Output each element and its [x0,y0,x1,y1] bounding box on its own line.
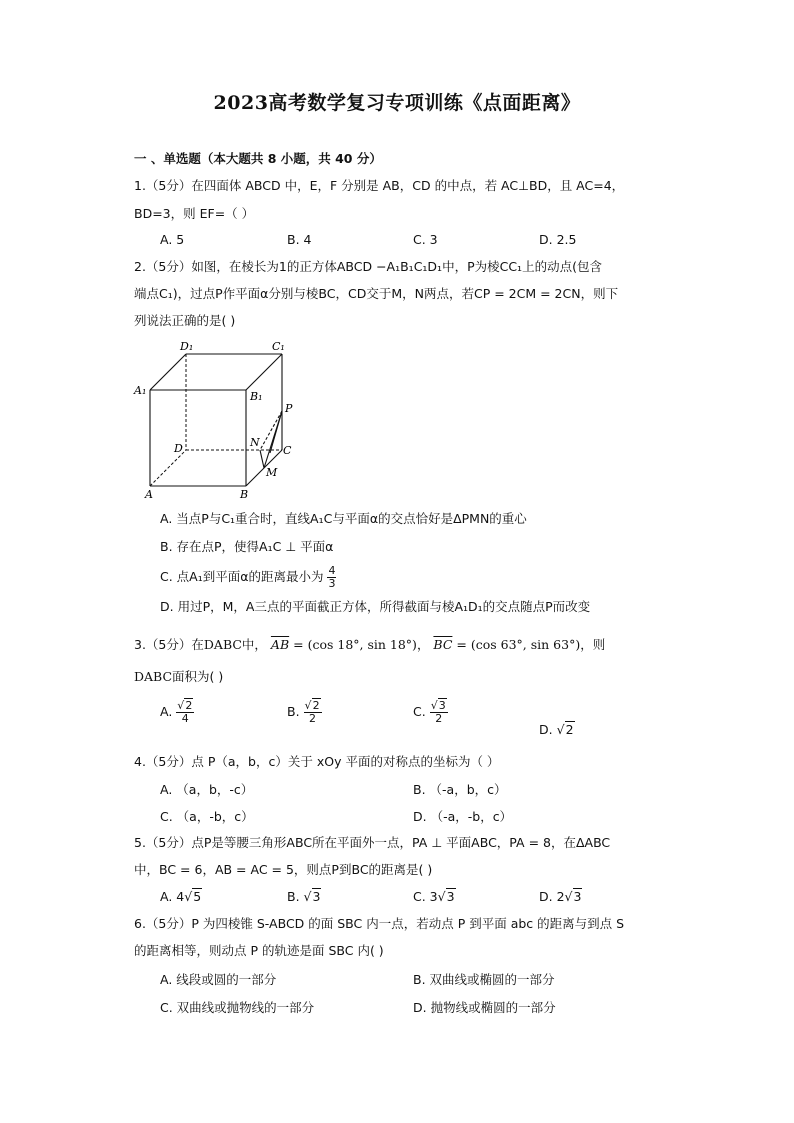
q3-line2-text: 面积为( ) [172,669,224,684]
q3-option-b [287,700,322,725]
radicand: 2 [312,699,320,712]
q2-stem-line1: 2.（5分）如图，在棱长为1的正方体ABCD −A₁B₁C₁D₁中，P为棱CC₁上的动点(包含 [134,259,602,274]
q6-option-d: D. 抛物线或椭圆的一部分 [413,1000,556,1015]
page-title: 2023高考数学复习专项训练《点面距离》 [213,92,581,114]
q3-triangle: DABC [203,637,242,652]
fraction [304,700,322,725]
vector-ab: $\overline{AB}$ [270,637,290,652]
figure-label-d: D [174,442,183,455]
q3-option-d [539,722,575,737]
fraction [430,700,448,725]
q4-stem: 4.（5分）点 P（a，b，c）关于 xOy 平面的对称点的坐标为（ ） [134,754,500,769]
vector-ab-value: = (cos 18°, sin 18°) [293,637,417,652]
sqrt-icon: √ [564,889,573,904]
fraction-numerator: 4 [328,564,336,577]
fraction-denominator: 2 [309,712,317,725]
option-label: D. 2 [539,889,565,904]
option-label: A. 4 [160,889,185,904]
cube-figure [130,338,300,503]
q5-option-a [160,889,202,904]
option-label: C. [413,704,426,719]
q2-stem-line3: 列说法正确的是( ) [134,313,236,328]
q1-stem-line2: BD=3，则 EF=（ ） [134,206,255,221]
sqrt-icon: √ [177,699,185,712]
q6-stem-line1: 6.（5分）P 为四棱锥 S-ABCD 的面 SBC 内一点，若动点 P 到平面 abc 的距离与到点 S [134,916,625,931]
option-label: D. [539,722,553,737]
sqrt-icon: √ [184,889,193,904]
figure-label-m: M [266,466,278,479]
q2-option-d: D. 用过P，M，A三点的平面截正方体，所得截面与棱A₁D₁的交点随点P而改变 [160,599,591,614]
q4-option-c: C. （a，-b，c） [160,809,254,824]
q3-stem-line2 [134,668,223,686]
q2-option-b: B. 存在点P，使得A₁C ⊥ 平面α [160,539,334,554]
sqrt-icon: √ [304,699,312,712]
option-label: B. [287,889,304,904]
q6-option-b: B. 双曲线或椭圆的一部分 [413,972,555,987]
q6-option-a: A. 线段或圆的一部分 [160,972,277,987]
q4-option-b: B. （-a，b，c） [413,782,507,797]
q2-stem-line2: 端点C₁)，过点P作平面α分别与棱BC，CD交于M，N两点，若CP = 2CM = 2CN，则下 [134,286,619,301]
sqrt-icon: √ [303,889,312,904]
q5-option-b [287,889,321,904]
radicand: 3 [438,699,446,712]
radicand: 2 [185,699,193,712]
fraction-denominator: 3 [328,577,336,590]
figure-label-p: P [285,402,293,415]
q6-option-c: C. 双曲线或抛物线的一部分 [160,1000,315,1015]
q6-stem-line2: 的距离相等，则动点 P 的轨迹是面 SBC 内( ) [134,943,384,958]
section-heading: 一 、单选题（本大题共 8 小题，共 40 分） [134,151,382,166]
q3-mid: 中， [241,637,267,652]
radicand: 3 [573,889,582,904]
radicand: 3 [446,889,455,904]
vector-bc-value: = (cos 63°, sin 63°) [456,637,581,652]
figure-label-c1: C₁ [272,340,285,353]
q3-option-a [160,700,194,725]
q5-option-c [413,889,456,904]
fraction [176,700,194,725]
fraction-denominator: 2 [435,712,443,725]
figure-label-c: C [283,444,292,457]
q3-prefix: 3.（5分）在 [134,637,204,652]
fraction [327,565,336,590]
q1-option-b: B. 4 [287,232,312,247]
figure-label-d1: D₁ [180,340,194,353]
q3-post: ，则 [580,637,606,652]
fraction-denominator: 4 [181,712,189,725]
q5-stem-line1: 5.（5分）点P是等腰三角形ABC所在平面外一点，PA ⊥ 平面ABC，PA = 8，在ΔABC [134,835,611,850]
radicand: 5 [193,889,202,904]
radicand: 2 [565,722,574,737]
vector-bc: $\overline{BC}$ [433,637,453,652]
q2-option-c [160,565,336,590]
option-label: C. 3 [413,889,438,904]
sqrt-icon: √ [437,889,446,904]
option-label: B. [287,704,300,719]
q2-option-a: A. 当点P与C₁重合时，直线A₁C与平面α的交点恰好是ΔPMN的重心 [160,511,527,526]
figure-label-b1: B₁ [250,390,263,403]
q5-stem-line2: 中，BC = 6，AB = AC = 5，则点P到BC的距离是( ) [134,862,433,877]
q3-triangle-2: DABC [134,669,173,684]
q3-option-c [413,700,448,725]
radicand: 3 [312,889,321,904]
q1-option-a: A. 5 [160,232,185,247]
q3-stem-line1: 3.（5分）在DABC中， $\overline{AB} = (\cos$ 18°, sin 18°)， $\overline{BC} = (\cos$ 63°, sin 63°)，则 [134,637,606,652]
option-label: A. [160,704,173,719]
q2-option-c-text: C. 点A₁到平面α的距离最小为 [160,569,324,584]
q4-option-a: A. （a，b，-c） [160,782,254,797]
q4-option-d: D. （-a，-b，c） [413,809,513,824]
figure-label-a1: A₁ [134,384,147,397]
figure-label-b: B [240,488,249,501]
q5-option-d [539,889,582,904]
q1-option-c: C. 3 [413,232,438,247]
figure-label-a: A [145,488,153,501]
sqrt-icon: √ [556,722,565,737]
q1-option-d: D. 2.5 [539,232,577,247]
figure-label-n: N [250,436,260,449]
sqrt-icon: √ [430,699,438,712]
q1-stem-line1: 1.（5分）在四面体 ABCD 中，E，F 分别是 AB，CD 的中点，若 AC⊥BD，且 AC=4， [134,178,625,193]
